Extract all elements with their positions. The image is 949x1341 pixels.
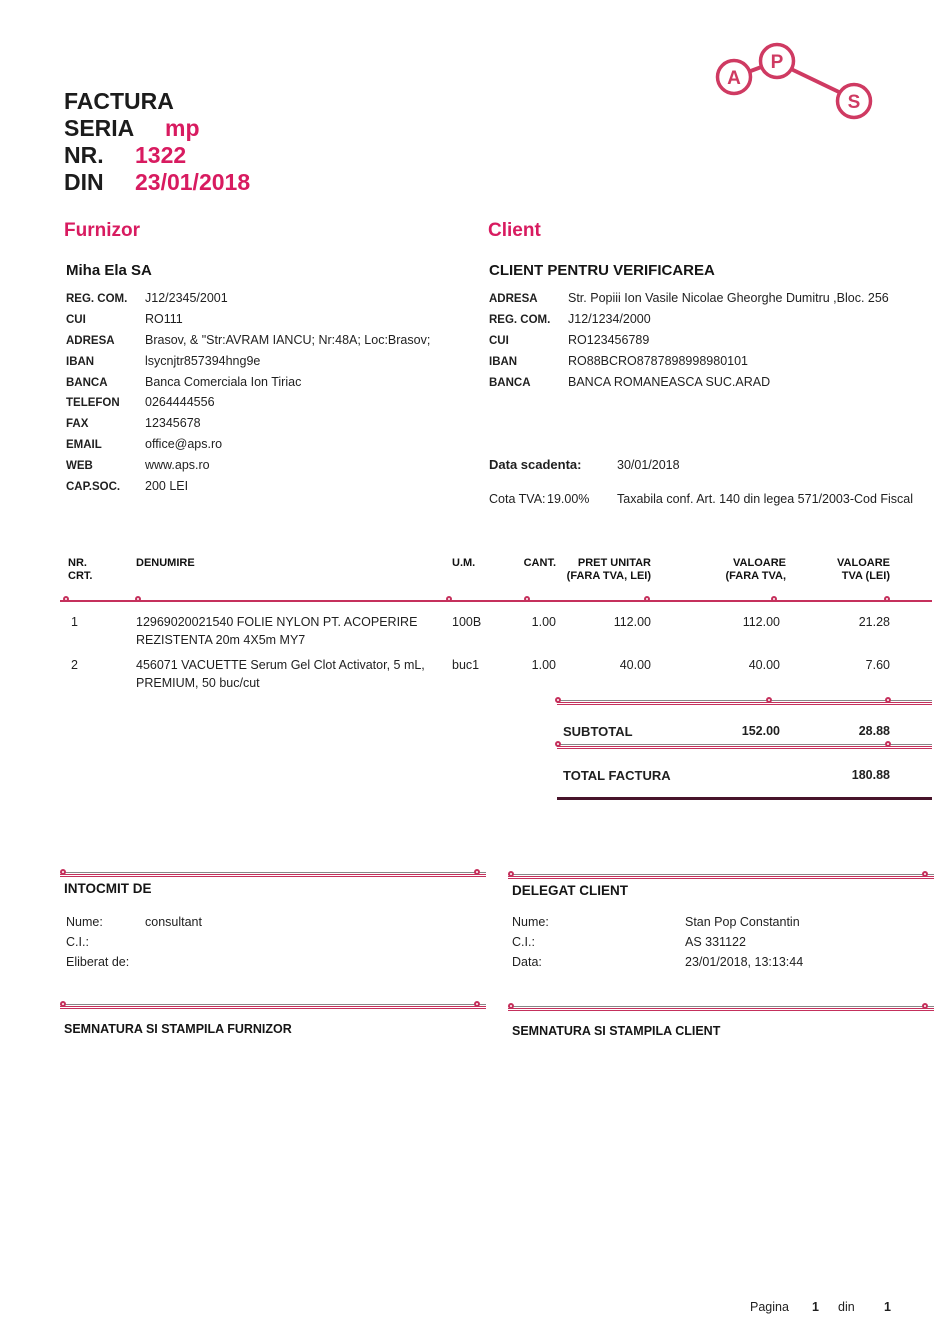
- data-scadenta-row: [489, 457, 680, 472]
- intocmit-heading: INTOCMIT DE: [64, 881, 152, 896]
- din-label: DIN: [64, 169, 104, 195]
- row-valoare: 40.00: [748, 658, 780, 672]
- logo-letter-s: S: [847, 92, 861, 113]
- subtotal-divider: [557, 700, 932, 705]
- row-denumire: 12969020021540 FOLIE NYLON PT. ACOPERIRE REZISTENTA 20m 4X5m MY7: [136, 615, 418, 647]
- info-label: ADRESA: [489, 293, 538, 305]
- delegat-divider: [508, 874, 934, 879]
- info-value: Brasov, & "Str:AVRAM IANCU; Nr:48A; Loc:Brasov;: [145, 332, 431, 347]
- info-label: Data:: [512, 955, 542, 969]
- info-label: BANCA: [489, 376, 531, 389]
- info-value: J12/1234/2000: [568, 311, 651, 326]
- row-cant: 1.00: [531, 658, 556, 672]
- info-row: [489, 291, 939, 312]
- aps-logo-icon: [700, 20, 920, 130]
- info-value: RO88BCRO8787898998980101: [568, 353, 748, 368]
- row-nr: 2: [71, 658, 78, 672]
- din-page-label: din: [838, 1300, 855, 1314]
- info-row: [66, 437, 476, 458]
- info-label: REG. COM.: [489, 313, 551, 326]
- info-row: [66, 312, 476, 333]
- total-factura-value: 180.88: [851, 768, 890, 782]
- info-value: RO123456789: [568, 332, 650, 347]
- info-label: CUI: [489, 334, 509, 347]
- info-value: BANCA ROMANEASCA SUC.ARAD: [568, 374, 771, 389]
- info-row: [66, 458, 476, 479]
- info-row: [66, 395, 476, 416]
- semnatura-client-divider: [508, 1006, 934, 1011]
- cota-tva-row: [489, 492, 913, 506]
- info-label: CUI: [66, 313, 86, 326]
- table-separator-line: [60, 600, 932, 602]
- row-tva: 21.28: [858, 615, 890, 629]
- col-header-cant: CANT.: [523, 557, 556, 569]
- info-label: Nume:: [512, 915, 549, 929]
- row-nr: 1: [71, 615, 78, 629]
- col-header-valoare: VALOARE (FARA TVA,: [725, 557, 786, 582]
- col-header-denumire: DENUMIRE: [136, 557, 195, 569]
- info-label: BANCA: [66, 376, 108, 389]
- scadenta-value: 30/01/2018: [617, 458, 680, 472]
- info-row: [66, 915, 466, 935]
- info-label: TELEFON: [66, 397, 120, 410]
- subtotal-valoare: 152.00: [741, 724, 780, 738]
- client-name: CLIENT PENTRU VERIFICAREA: [489, 262, 715, 279]
- delegat-heading: DELEGAT CLIENT: [512, 883, 628, 898]
- semnatura-furnizor-caption: SEMNATURA SI STAMPILA FURNIZOR: [64, 1022, 292, 1036]
- semnatura-client-caption: SEMNATURA SI STAMPILA CLIENT: [512, 1024, 721, 1038]
- info-value: Stan Pop Constantin: [685, 915, 800, 929]
- logo-letter-a: A: [727, 68, 741, 89]
- info-value: RO111: [145, 311, 183, 326]
- info-value: lsycnjtr857394hng9e: [145, 353, 261, 368]
- info-value: 0264444556: [145, 395, 215, 410]
- info-row: [66, 935, 466, 955]
- col-header-valoare-tva: VALOARE TVA (LEI): [837, 557, 890, 582]
- client-info: [489, 291, 939, 395]
- row-cant: 1.00: [531, 615, 556, 629]
- info-row: [512, 915, 932, 935]
- info-value: 12345678: [145, 416, 201, 431]
- col-header-nr: NR. CRT.: [68, 557, 93, 582]
- furnizor-info: [66, 291, 476, 500]
- delegat-info: [512, 915, 932, 975]
- total-bottom-line: [557, 797, 932, 800]
- seria-value: mp: [165, 115, 200, 141]
- info-row: [66, 354, 476, 375]
- col-header-pret: PRET UNITAR (FARA TVA, LEI): [566, 557, 651, 582]
- row-denumire: 456071 VACUETTE Serum Gel Clot Activator, 5 mL, PREMIUM, 50 buc/cut: [136, 658, 425, 690]
- info-row: [66, 955, 466, 975]
- subtotal-label: SUBTOTAL: [563, 724, 633, 739]
- row-pret: 40.00: [619, 658, 651, 672]
- total-factura-label: TOTAL FACTURA: [563, 768, 671, 783]
- info-row: [512, 955, 932, 975]
- nr-value: 1322: [135, 142, 187, 168]
- info-row: [66, 333, 476, 354]
- info-value: AS 331122: [685, 935, 746, 949]
- info-label: REG. COM.: [66, 293, 128, 305]
- invoice-header: [64, 88, 250, 196]
- info-row: [66, 479, 476, 500]
- info-value: office@aps.ro: [145, 437, 223, 452]
- semnatura-furnizor-divider: [60, 1004, 486, 1009]
- info-value: www.aps.ro: [145, 458, 210, 473]
- info-value: Banca Comerciala Ion Tiriac: [145, 374, 302, 389]
- info-label: Eliberat de:: [66, 955, 130, 969]
- info-value: J12/2345/2001: [145, 291, 228, 305]
- row-tva: 7.60: [865, 658, 890, 672]
- info-row: [66, 375, 476, 396]
- row-um: buc1: [452, 658, 480, 672]
- cota-tva-note: Taxabila conf. Art. 140 din legea 571/2003-Cod Fiscal: [617, 492, 914, 506]
- cota-tva-value: 19.00%: [547, 492, 590, 506]
- info-label: WEB: [66, 460, 93, 473]
- info-label: IBAN: [66, 355, 95, 368]
- total-divider: [557, 744, 932, 749]
- total-pages: 1: [884, 1300, 891, 1314]
- col-header-um: U.M.: [452, 557, 476, 569]
- logo-letter-p: P: [770, 52, 784, 73]
- subtotal-tva: 28.88: [858, 724, 890, 738]
- din-value: 23/01/2018: [135, 169, 251, 195]
- pagina-label: Pagina: [750, 1300, 789, 1314]
- furnizor-heading: Furnizor: [64, 220, 140, 241]
- info-value: 23/01/2018, 13:13:44: [685, 955, 804, 969]
- info-label: C.I.:: [512, 935, 535, 949]
- info-row: [489, 333, 939, 354]
- furnizor-name: Miha Ela SA: [66, 262, 152, 279]
- cota-tva-label: Cota TVA:: [489, 492, 546, 506]
- nr-label: NR.: [64, 142, 104, 168]
- info-label: EMAIL: [66, 439, 102, 452]
- info-row: [489, 375, 939, 396]
- page-number: 1: [812, 1300, 819, 1314]
- doc-title: FACTURA: [64, 88, 174, 114]
- info-label: IBAN: [489, 355, 518, 368]
- row-pret: 112.00: [613, 615, 651, 629]
- intocmit-info: [66, 915, 466, 975]
- info-value: consultant: [145, 915, 202, 929]
- info-row: [66, 416, 476, 437]
- row-valoare: 112.00: [742, 615, 780, 629]
- seria-label: SERIA: [64, 115, 135, 141]
- info-value: 200 LEI: [145, 479, 189, 494]
- info-label: ADRESA: [66, 334, 115, 347]
- info-row: [512, 935, 932, 955]
- row-um: 100B: [452, 615, 482, 629]
- intocmit-divider: [60, 872, 486, 877]
- info-label: Nume:: [66, 915, 103, 929]
- info-label: CAP.SOC.: [66, 481, 121, 494]
- info-label: C.I.:: [66, 935, 89, 949]
- info-row: [66, 291, 476, 312]
- info-row: [489, 354, 939, 375]
- info-label: FAX: [66, 418, 89, 431]
- scadenta-label: Data scadenta:: [489, 457, 582, 472]
- info-row: [489, 312, 939, 333]
- info-value: Str. Popiii Ion Vasile Nicolae Gheorghe Dumitru ,Bloc. 256: [568, 291, 889, 305]
- client-heading: Client: [488, 220, 541, 241]
